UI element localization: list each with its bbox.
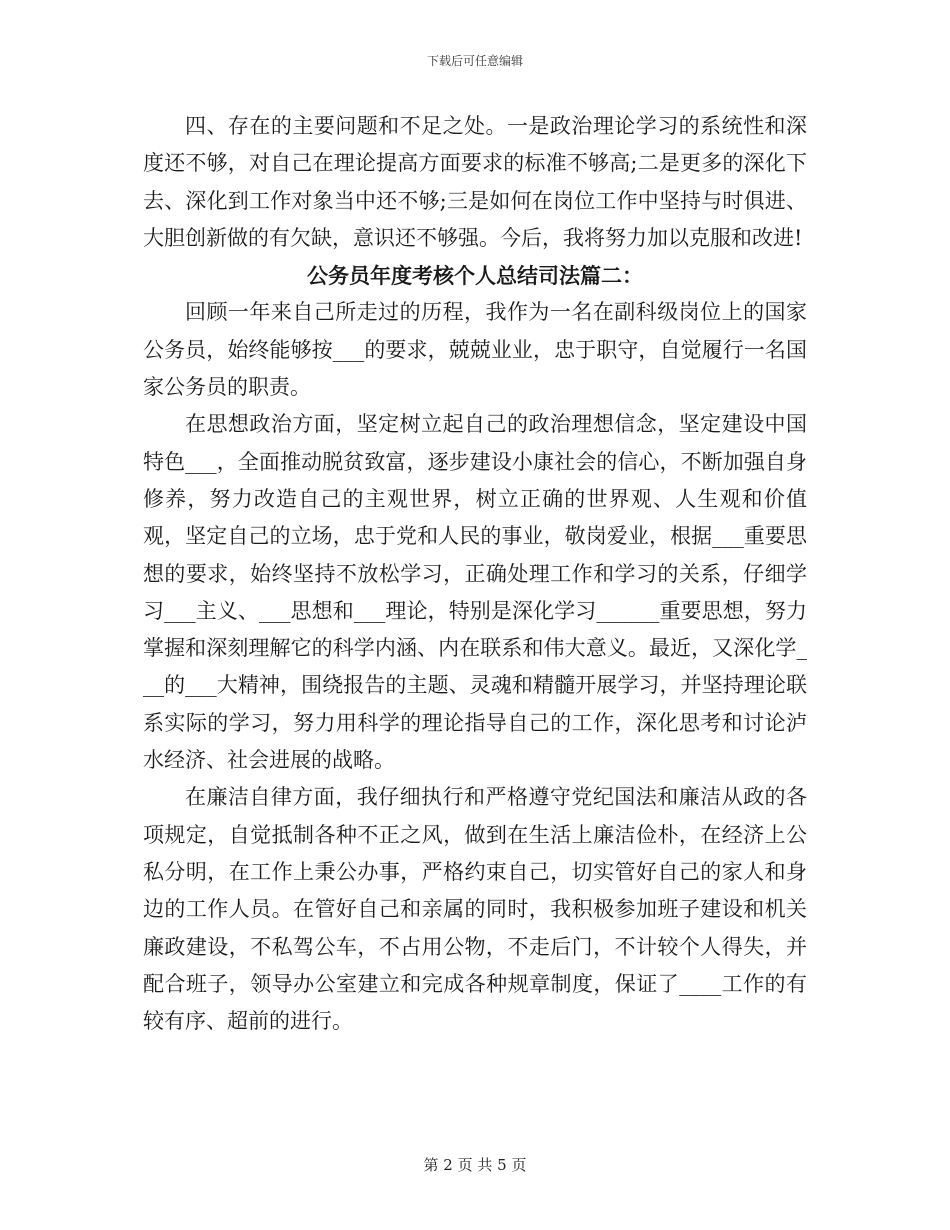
page-number: 第 2 页 共 5 页 <box>423 1156 527 1174</box>
page-header: 下载后可任意编辑 <box>426 54 523 68</box>
paragraph-integrity: 在廉洁自律方面，我仔细执行和严格遵守党纪国法和廉洁从政的各项规定，自觉抵制各种不正之风，做到在生活上廉洁俭朴，在经济上公私分明，在工作上秉公办事，严格约束自己，切实管好自己的家人和身边的工作人员。在管好自己和亲属的同时，我积极参加班子建设和机关廉政建设，不私驾公车，不占用公物，不走后门，不计较个人得失，并配合班子，领导办公室建立和完成各种规章制度，保证了____工作的有较有序、超前的进行。 <box>143 785 807 1034</box>
paragraph-review: 回顾一年来自己所走过的历程，我作为一名在副科级岗位上的国家公务员，始终能够按___的要求，兢兢业业，忠于职守，自觉履行一名国家公务员的职责。 <box>143 300 807 400</box>
document-body <box>143 108 807 1040</box>
paragraph-problems: 四、存在的主要问题和不足之处。一是政治理论学习的系统性和深度还不够，对自己在理论提高方面要求的标准不够高;二是更多的深化下去、深化到工作对象当中还不够;三是如何在岗位工作中坚持与时俱进、大胆创新做的有欠缺，意识还不够强。今后，我将努力加以克服和改进! <box>143 114 807 250</box>
paragraph-politics: 在思想政治方面，坚定树立起自己的政治理想信念，坚定建设中国特色___，全面推动脱贫致富，逐步建设小康社会的信心，不断加强自身修养，努力改造自己的主观世界，树立正确的世界观、人生观和价值观，坚定自己的立场，忠于党和人民的事业，敬岗爱业，根据___重要思想的要求，始终坚持不放松学习，正确处理工作和学习的关系，仔细学习___主义、___思想和___理论，特别是深化学习______重要思想，努力掌握和深刻理解它的科学内涵、内在联系和伟大意义。最近，又深化学___的___大精神，围绕报告的主题、灵魂和精髓开展学习，并坚持理论联系实际的学习，努力用科学的理论指导自己的工作，深化思考和讨论泸水经济、社会进展的战略。 <box>143 412 807 773</box>
section-title: 公务员年度考核个人总结司法篇二： <box>307 263 643 289</box>
